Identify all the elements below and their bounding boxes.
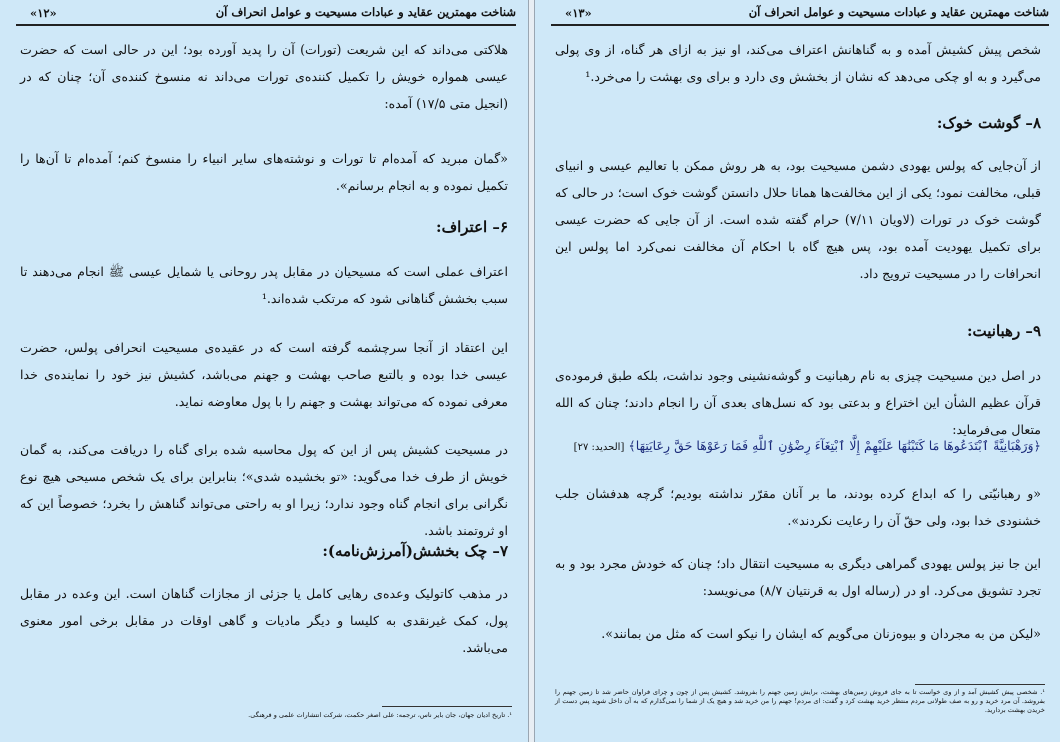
page-body: [20, 36, 508, 117]
quran-verse: [555, 432, 1041, 461]
page-body: [20, 334, 508, 415]
running-header: [551, 4, 1049, 26]
paragraph: در مذهب کاتولیک وعده‌ی رهایی کامل یا جزئی از مجازات گناهان است. این وعده در مقابل پول، کمک غیرنقدی به کلیسا و دیگر مادیات و گاهی اوقات در مقابل برخی امور معنوی می‌باشد.: [20, 586, 508, 655]
translation-paragraph: «و رهبانیّتی را که ابداع کرده بودند، ما بر آنان مقرّر نداشته بودیم؛ گرچه هدفشان جلب خشنودی خدا بود، ولی حقّ آن را رعایت نکردند».: [555, 486, 1041, 528]
section-heading-8: ۸– گوشت خوک:: [936, 114, 1041, 132]
paragraph: این جا نیز پولس یهودی گمراهی دیگری به مسیحیت انتقال داد؛ چنان که خودش مجرد بود و به تجرد تشویق می‌کرد. او در (رساله اول به قرنتیان ۸/۷) می‌نویسد:: [555, 556, 1041, 598]
page-body: [20, 580, 508, 661]
running-header: [16, 4, 516, 26]
page-13: [534, 0, 1060, 742]
page-body: [555, 480, 1041, 534]
paragraph: در اصل دین مسیحیت چیزی به نام رهبانیت و گوشه‌نشینی وجود نداشت، بلکه طبق فرموده‌ی قرآن عظیم الشأن این اختراع و بدعتی بود که نسل‌های بعدی آن را انجام دادند؛ چنان که الله متعال می‌فرماید:: [555, 368, 1041, 437]
header-title: شناخت مهمترین عقاید و عبادات مسیحیت و عوامل انحراف آن: [748, 5, 1049, 19]
page-body: [20, 538, 508, 565]
page-number: «۱۲»: [30, 6, 57, 20]
page-12: [0, 0, 529, 742]
footnote-rule: [915, 684, 1045, 685]
quran-reference: [الحدید: ۲۷]: [573, 442, 625, 453]
page-number: «۱۳»: [565, 6, 592, 20]
page-body: [555, 152, 1041, 287]
paragraph: در مسیحیت کشیش پس از این که پول محاسبه شده برای گناه را دریافت می‌کند، به گمان خویش از طرف خدا می‌گوید: «تو بخشیده شدی»؛ بنابراین برای یک شخص مسیحی هیچ نوع نگرانی برای انجام گناه وجود ندارد؛ زیرا او به راحتی می‌تواند گناهش را بخرد؛ خصوصاً این که او ثروتمند باشد.: [20, 442, 508, 538]
page-body: [555, 550, 1041, 604]
page-body: [555, 362, 1041, 443]
page-body: [555, 110, 1041, 137]
paragraph: از آن‌جایی که پولس یهودی دشمن مسیحیت بود، به هر روش ممکن با تعالیم عیسی و انبیای قبلی، مخالفت نمود؛ یکی از این مخالفت‌ها همانا حلال دانستن گوشت خوک است؛ در حالی که گوشت خوک در تورات (لاویان ۷/۱۱) حرام گفته شده است. از آن جایی که حضرت عیسی برای تکمیل یهودیت آمده بود، پس هیچ گاه با احکام آن مخالفت نمی‌کرد اما پولس این انحرافات را در مسیحیت ترویج داد.: [555, 158, 1041, 281]
page-body: [555, 36, 1041, 90]
footnote: ¹. شخصی پیش کشیش آمد و از وی خواست تا به جای فروش زمین‌های بهشت، برایش زمین جهنم را بفروشد. کشیش پس از چون و چرای فراوان حاضر شد تا زمین جهنم را بفروشد. آن مرد خرید و رو به صف طولانی مردم منتظر خرید بهشت کرد و گفت: ای مردم! جهنم را من خرید شد و هیچ یک از شما را نمی‌گذارم که به آن داخل شوید پس دست از خریدن بهشت بردارید.: [555, 688, 1045, 714]
page-body: [20, 214, 508, 241]
page-body: [20, 436, 508, 544]
paragraph: هلاکتی می‌داند که این شریعت (تورات) آن را پدید آورده بود؛ این در حالی است که حضرت عیسی همواره خویش را تکمیل کننده‌ی تورات می‌داند نه منسوخ کننده‌ی آن؛ چنان که در (انجیل متی ۱۷/۵) آمده:: [20, 42, 508, 111]
quote-paragraph: «لیکن من به مجردان و بیوه‌زنان می‌گویم که ایشان را نیکو است که مثل من بمانند».: [601, 626, 1041, 641]
header-title: شناخت مهمترین عقاید و عبادات مسیحیت و عوامل انحراف آن: [215, 5, 516, 19]
section-heading-9: ۹– رهبانیت:: [966, 322, 1041, 340]
paragraph: این اعتقاد از آنجا سرچشمه گرفته است که در عقیده‌ی مسیحیت انحرافی پولس، حضرت عیسی خدا بوده و بالتبع صاحب بهشت و جهنم می‌باشد، کشیش نیز خود را نماینده‌ی خدا معرفی نموده که می‌تواند بهشت و جهنم را با پول معاوضه نماید.: [20, 340, 508, 409]
footnote: ¹. تاریخ ادیان جهان، جان بایر ناس، ترجمه: علی اصغر حکمت، شرکت انتشارات علمی و فرهنگی.: [248, 711, 512, 719]
footnote-rule: [382, 706, 512, 707]
paragraph: شخص پیش کشیش آمده و به گناهانش اعتراف می‌کند، او نیز به ازای هر گناه، از وی پولی می‌گیرد و به او چکی می‌دهد که نشان از بخشش وی دارد و برای وی بهشت را می‌خرد.¹: [555, 42, 1041, 84]
quran-text: ﴿وَرَهْبَانِيَّةً ٱبْتَدَعُوهَا مَا كَتَبْنَٰهَا عَلَيْهِمْ إِلَّا ٱبْتِغَآءَ رِضْوَٰنِ ٱللَّهِ فَمَا رَعَوْهَا حَقَّ رِعَايَتِهَا﴾: [628, 438, 1041, 453]
section-heading-6: ۶– اعتراف:: [436, 218, 508, 236]
page-body: [20, 258, 508, 312]
quote-paragraph: «گمان مبرید که آمده‌ام تا تورات و نوشته‌های سایر انبیاء را منسوخ کنم؛ آمده‌ام تا آن‌ها را تکمیل نموده و به انجام برسانم».: [20, 151, 508, 193]
section-heading-7: ۷– چک بخشش(آمرزش‌نامه):: [322, 542, 508, 560]
paragraph: اعتراف عملی است که مسیحیان در مقابل پدر روحانی یا شمایل عیسی ﷺ انجام می‌دهند تا سبب بخشش گناهانی شود که مرتکب شده‌اند.¹: [20, 264, 508, 306]
page-body: [555, 620, 1041, 647]
page-body: [555, 318, 1041, 345]
page-body: [20, 145, 508, 199]
